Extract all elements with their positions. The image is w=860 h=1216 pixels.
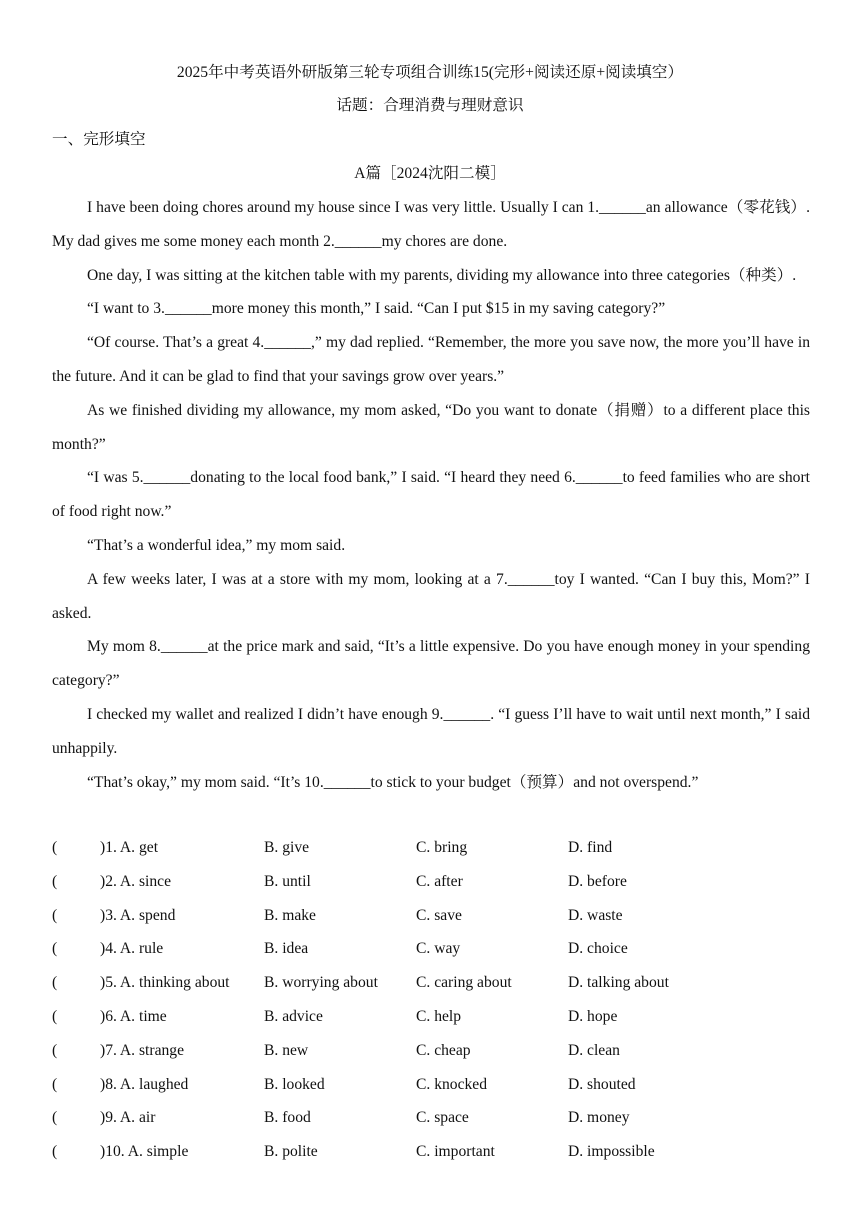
option-c: C. knocked [416, 1075, 488, 1093]
answer-bracket: ( [52, 974, 58, 992]
paragraph: “I was 5.______donating to the local food bank,” I said. “I heard they need 6.______to feed families who are short of food right now.” [52, 469, 810, 521]
option-d: D. waste [568, 906, 623, 924]
answer-bracket: ( [52, 906, 58, 924]
option-b: B. worrying about [264, 974, 378, 992]
paragraph: “That’s okay,” my mom said. “It’s 10.______to stick to your budget（预算）and not overspend.” [87, 773, 699, 791]
answer-bracket: ( [52, 940, 58, 958]
document-title: 2025年中考英语外研版第三轮专项组合训练15(完形+阅读还原+阅读填空） [176, 64, 684, 81]
paragraph: “Of course. That’s a great 4.______,” my dad replied. “Remember, the more you save now, the more you’ll have in the future. And it can be glad to find that your savings grow over years.” [52, 334, 810, 385]
option-d: D. hope [568, 1007, 618, 1025]
question-row [52, 1000, 810, 1034]
option-a: )3. A. spend [100, 906, 176, 924]
passage-title: A篇［2024沈阳二模］ [354, 165, 506, 182]
question-row [52, 899, 810, 933]
paragraph: As we finished dividing my allowance, my mom asked, “Do you want to donate（捐赠）to a different place this month?” [52, 401, 810, 453]
paragraph: “I want to 3.______more money this month,” I said. “Can I put $15 in my saving category?” [87, 300, 666, 318]
document-subtitle: 话题：合理消费与理财意识 [336, 97, 524, 114]
option-c: C. bring [416, 839, 468, 856]
answer-bracket: ( [52, 1007, 58, 1025]
option-d: D. choice [568, 940, 628, 958]
option-d: D. money [568, 1109, 630, 1127]
option-c: C. important [416, 1143, 495, 1161]
question-row [52, 1068, 810, 1102]
answer-bracket: ( [52, 1041, 58, 1059]
option-c: C. cheap [416, 1041, 471, 1059]
option-b: B. idea [264, 940, 309, 958]
option-a: )8. A. laughed [100, 1075, 189, 1093]
paragraph: One day, I was sitting at the kitchen table with my parents, dividing my allowance into three categories（种类）. [87, 266, 797, 284]
question-row [52, 865, 810, 899]
option-a: )6. A. time [100, 1007, 167, 1025]
paragraph: “That’s a wonderful idea,” my mom said. [87, 536, 346, 554]
question-row [52, 1034, 810, 1068]
question-row [52, 831, 810, 865]
option-d: D. clean [568, 1041, 620, 1059]
option-c: C. caring about [416, 974, 512, 992]
paragraph: My mom 8.______at the price mark and said, “It’s a little expensive. Do you have enough money in your spending category?” [52, 638, 810, 690]
option-b: B. advice [264, 1007, 323, 1025]
option-a: )2. A. since [100, 872, 172, 890]
answer-bracket: ( [52, 872, 58, 890]
option-b: B. new [264, 1041, 309, 1059]
options-list [52, 831, 810, 1169]
option-c: C. space [416, 1109, 469, 1127]
option-b: B. polite [264, 1143, 318, 1161]
option-d: D. impossible [568, 1143, 655, 1161]
option-a: )10. A. simple [100, 1143, 189, 1161]
option-c: C. after [416, 872, 463, 890]
answer-bracket: ( [52, 1109, 58, 1127]
option-b: B. make [264, 906, 316, 924]
option-c: C. help [416, 1007, 462, 1025]
answer-bracket: ( [52, 839, 58, 856]
question-row [52, 1135, 810, 1169]
section-heading: 一、完形填空 [52, 131, 146, 148]
option-c: C. save [416, 906, 462, 924]
option-a: )1. A. get [100, 839, 159, 856]
option-a: )5. A. thinking about [100, 974, 230, 992]
paragraph: A few weeks later, I was at a store with my mom, looking at a 7.______toy I wanted. “Can I buy this, Mom?” I asked. [52, 570, 810, 622]
option-b: B. looked [264, 1075, 325, 1093]
paragraph: I checked my wallet and realized I didn’t have enough 9.______. “I guess I’ll have to wait until next month,” I said unhappily. [52, 705, 810, 757]
option-d: D. before [568, 872, 627, 890]
option-d: D. find [568, 839, 613, 856]
option-b: B. food [264, 1109, 311, 1127]
option-b: B. until [264, 872, 311, 890]
option-b: B. give [264, 839, 310, 856]
option-d: D. shouted [568, 1075, 636, 1093]
question-row [52, 932, 810, 966]
option-c: C. way [416, 940, 461, 958]
option-a: )4. A. rule [100, 940, 164, 958]
passage-body [52, 191, 810, 799]
answer-bracket: ( [52, 1075, 58, 1093]
answer-bracket: ( [52, 1143, 58, 1161]
question-row [52, 1101, 810, 1135]
option-d: D. talking about [568, 974, 669, 992]
paragraph: I have been doing chores around my house since I was very little. Usually I can 1.______an allowance（零花钱）. My dad gives me some money each month 2.______my chores are done. [52, 199, 810, 250]
option-a: )7. A. strange [100, 1041, 185, 1059]
question-row [52, 966, 810, 1000]
option-a: )9. A. air [100, 1109, 156, 1127]
